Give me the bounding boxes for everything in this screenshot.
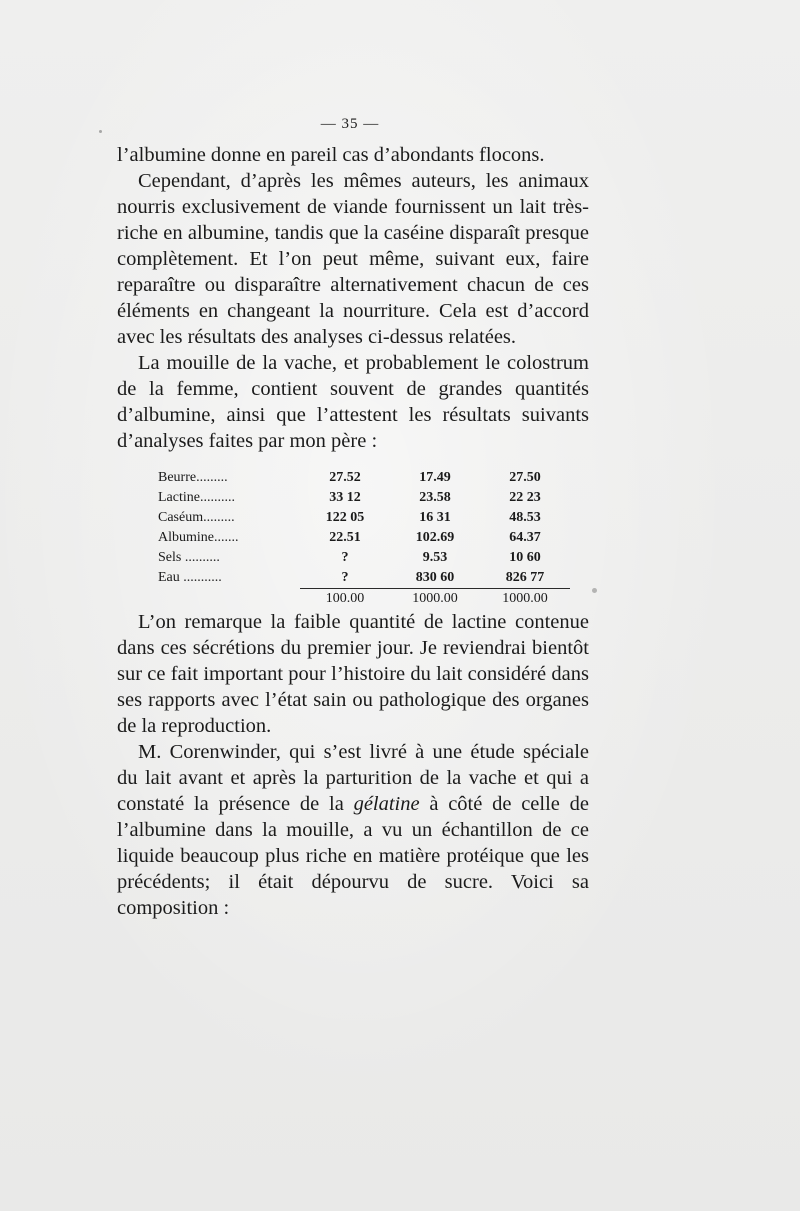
table-cell: 10 60 [509, 550, 541, 565]
paragraph-5-part-1: M. Corenwinder, qui s’est livré à une étude spéciale du lait avant et après la parturition de la vache et qui a constaté la présence de la [117, 741, 589, 815]
table-total-row [158, 589, 570, 610]
row-label: Caséum......... [158, 510, 235, 525]
table-cell: 23.58 [419, 490, 451, 505]
table-cell: 64.37 [509, 530, 541, 545]
analysis-table [158, 468, 570, 609]
italic-term: gélatine [353, 793, 420, 815]
paragraph-5 [117, 739, 589, 921]
ink-smudge [592, 588, 597, 593]
table-row [158, 548, 570, 568]
table-row [158, 488, 570, 508]
table-cell: 9.53 [422, 550, 448, 565]
table-cell: 22.51 [329, 530, 361, 545]
page-number: — 35 — [320, 116, 380, 132]
paragraph-3: La mouille de la vache, et probablement le colostrum de la femme, contient souvent de grandes quantités d’albumine, ainsi que l’attestent les résultats suivants d’analyses faites par mon père : [117, 352, 589, 452]
row-label: Sels .......... [158, 550, 220, 565]
row-label-empty [158, 589, 300, 610]
table-row [158, 568, 570, 589]
table-cell: 48.53 [509, 510, 541, 525]
paragraph-2: Cependant, d’après les mêmes auteurs, les animaux nourris exclusivement de viande fournissent un lait très-riche en albumine, tandis que la caséine disparaît presque complètement. Et l’on peut même, suivant eux, faire reparaître ou disparaître alternativement chacun de ces éléments en changeant la nourriture. Cela est d’accord avec les résultats des analyses ci-dessus relatées. [117, 170, 589, 348]
total-cell: 1000.00 [390, 589, 480, 610]
table-cell: 830 60 [415, 570, 455, 585]
row-label: Beurre......... [158, 470, 228, 485]
table-cell: 17.49 [419, 470, 451, 485]
table-row [158, 468, 570, 488]
paragraph-4: L’on remarque la faible quantité de lactine contenue dans ces sécrétions du premier jour. Je reviendrai bientôt sur ce fait important pour l’histoire du lait considéré dans ses rapports avec l’état sain ou pathologique des organes de la reproduction. [117, 611, 589, 737]
table-cell: 27.50 [509, 470, 541, 485]
table-row [158, 508, 570, 528]
row-label: Albumine....... [158, 530, 239, 545]
total-cell: 1000.00 [480, 589, 570, 610]
table-cell: 33 12 [329, 490, 361, 505]
table-cell: 16 31 [419, 510, 451, 525]
table-cell: 27.52 [329, 470, 361, 485]
table-cell: 102.69 [415, 530, 455, 545]
paragraph-1: l’albumine donne en pareil cas d’abondants flocons. [117, 144, 545, 166]
table-row [158, 528, 570, 548]
row-label: Eau ........... [158, 570, 222, 586]
total-cell: 100.00 [300, 589, 390, 610]
body-text [117, 142, 589, 921]
table-cell: ? [341, 550, 349, 565]
table-cell: 826 77 [505, 570, 545, 585]
table-cell: 22 23 [509, 490, 541, 505]
table-cell: ? [341, 570, 349, 585]
paragraph-5-part-2: à côté de celle de l’albumine dans la mouille, a vu un échantillon de ce liquide beaucoup plus riche en matière protéique que les précédents; il était dépourvu de sucre. Voici sa composition : [117, 793, 589, 919]
table-cell: 122 05 [325, 510, 365, 525]
row-label: Lactine.......... [158, 490, 235, 505]
